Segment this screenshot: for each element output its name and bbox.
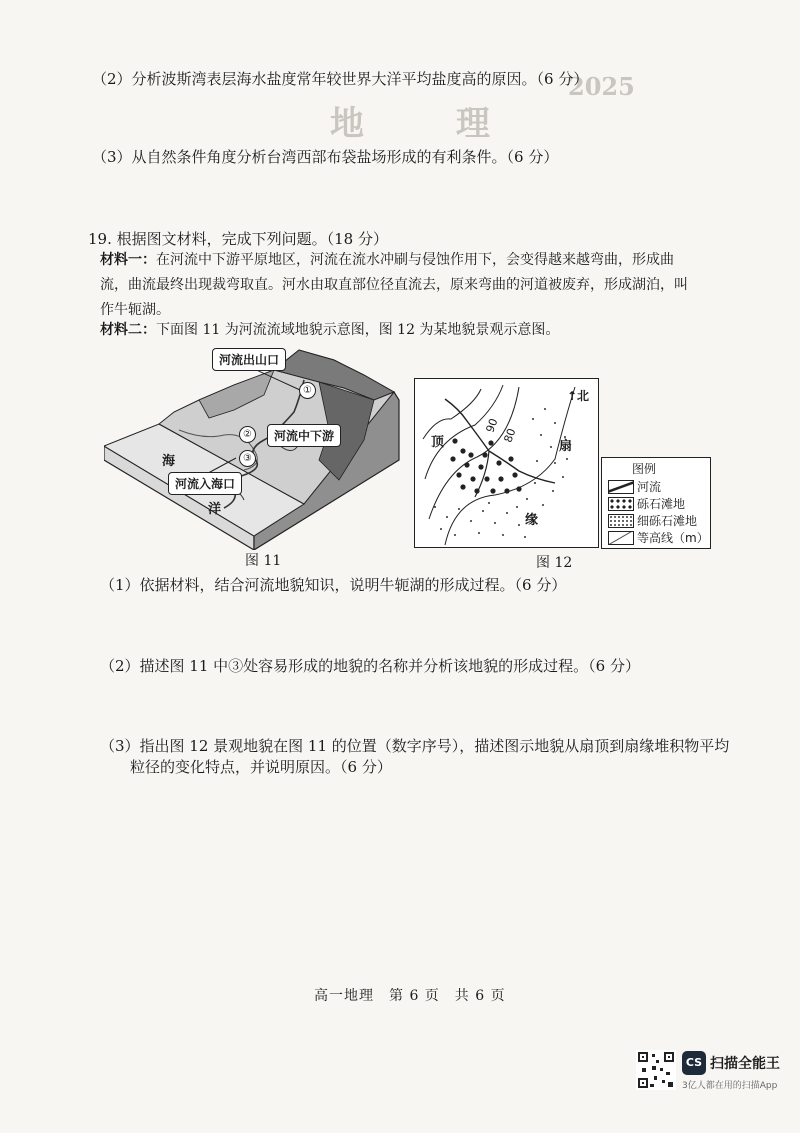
marker-1: ①: [299, 382, 316, 399]
figure-12-caption: 图 12: [536, 555, 573, 571]
material-one-label: 材料一：: [100, 252, 156, 268]
fan-label-ding: 顶: [431, 435, 445, 450]
label-river-estuary: 河流入海口: [168, 472, 242, 495]
scanner-logo-icon: CS: [682, 1051, 706, 1075]
q18-part2: （2）分析波斯湾表层海水盐度常年较世界大洋平均盐度高的原因。（6 分）: [92, 70, 589, 88]
marker-3: ③: [239, 450, 256, 467]
contour-swatch-icon: [608, 531, 634, 545]
figure-12-drawing: [415, 379, 598, 547]
figure-12: [414, 378, 599, 548]
contour-label-90: 90: [483, 416, 501, 435]
scanner-tagline: 3亿人都在用的扫描App: [682, 1081, 778, 1091]
sea-label-2: 洋: [208, 502, 222, 517]
qr-code-icon: [636, 1050, 676, 1090]
fan-label-shan: 扇: [559, 439, 573, 454]
q19-stem: 19. 根据图文材料，完成下列问题。（18 分）: [88, 230, 388, 248]
fine-gravel-swatch-icon: [608, 514, 634, 528]
gravel-swatch-icon: [608, 497, 634, 511]
figure-11: [104, 340, 404, 550]
q19-part2: （2）描述图 11 中③处容易形成的地貌的名称并分析该地貌的形成过程。（6 分）: [100, 657, 640, 675]
page-footer: 高一地理 第 6 页 共 6 页: [314, 988, 506, 1004]
figure-11-caption: 图 11: [245, 553, 282, 569]
q19-part3-line1: （3）指出图 12 景观地貌在图 11 的位置（数字序号），描述图示地貌从扇顶到扇缘堆积物平均: [100, 737, 730, 755]
q19-part3-line2: 粒径的变化特点，并说明原因。（6 分）: [130, 758, 392, 776]
legend-gravel: 砾石滩地: [608, 496, 685, 511]
material-two-label: 材料二：: [100, 322, 156, 338]
marker-2: ②: [239, 426, 256, 443]
sea-label-1: 海: [162, 454, 176, 469]
label-river-midlower: 河流中下游: [267, 424, 341, 447]
q18-part3: （3）从自然条件角度分析台湾西部布袋盐场形成的有利条件。（6 分）: [92, 148, 559, 166]
label-river-outlet: 河流出山口: [212, 348, 286, 371]
contour-label-80: 80: [501, 426, 519, 445]
material-one-text: 在河流中下游平原地区，河流在流水冲刷与侵蚀作用下，会变得越来越弯曲，形成曲流，曲流最终出现裁弯取直。河水由取直部位径直流去，原来弯曲的河道被废弃，形成湖泊，叫作牛轭湖。: [100, 252, 688, 318]
material-two-text: 下面图 11 为河流流域地貌示意图，图 12 为某地貌景观示意图。: [156, 322, 560, 338]
q19-part1: （1）依据材料，结合河流地貌知识，说明牛轭湖的形成过程。（6 分）: [100, 576, 567, 594]
fan-label-yuan: 缘: [525, 513, 539, 528]
material-one: [100, 248, 700, 323]
ghost-title: 地 理: [330, 104, 530, 144]
legend-title: 图例: [632, 462, 657, 476]
legend-contour: 等高线（m）: [608, 530, 709, 545]
legend-fine-gravel: 细砾石滩地: [608, 513, 697, 528]
scanner-app-name: 扫描全能王: [710, 1056, 780, 1072]
figure-11-drawing: [104, 340, 404, 550]
river-swatch-icon: [608, 480, 634, 494]
north-arrow: ↑北: [567, 389, 590, 403]
legend: [601, 457, 711, 549]
legend-river: 河流: [608, 479, 661, 494]
ghost-year: 2025: [568, 72, 635, 101]
